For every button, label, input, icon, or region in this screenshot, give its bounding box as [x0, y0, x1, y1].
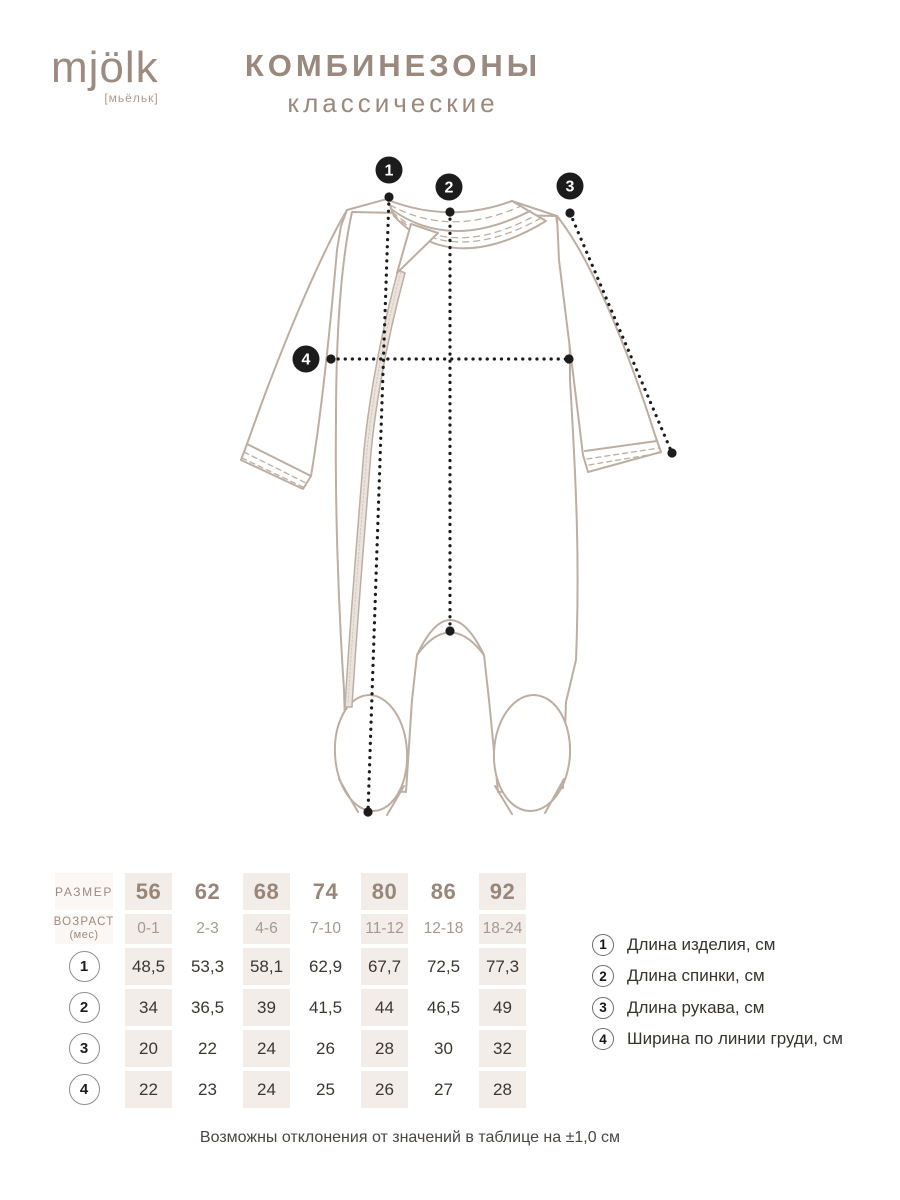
table-age-label-main: ВОЗРАСТ — [53, 915, 115, 928]
value-cell-m1-s86: 72,5 — [426, 956, 461, 976]
value-cell-m3-s68: 24 — [243, 1030, 290, 1067]
age-cell-62: 2-3 — [196, 920, 219, 937]
legend-label-4: Ширина по линии груди, см — [627, 1029, 843, 1049]
value-cell-m2-s92: 49 — [479, 989, 526, 1026]
value-cell-m3-s56: 20 — [125, 1030, 172, 1067]
legend-circled-number-4: 4 — [592, 1028, 614, 1050]
value-cell-m2-s68: 39 — [243, 989, 290, 1026]
brand-logo-word: mjölk — [51, 43, 159, 92]
table-size-label: РАЗМЕР — [55, 873, 113, 910]
size-header-80: 80 — [361, 873, 408, 910]
left-sleeve — [241, 210, 347, 489]
value-cell-m2-s86: 46,5 — [426, 997, 461, 1017]
value-cell-m4-s62: 23 — [198, 1079, 217, 1099]
legend-item-2 — [592, 961, 843, 993]
table-age-label — [55, 914, 113, 944]
table-row-marker-1 — [55, 948, 113, 985]
value-cell-m1-s56: 48,5 — [125, 948, 172, 985]
measure-marker-4-label: 4 — [301, 351, 311, 369]
value-cell-m4-s68: 24 — [243, 1071, 290, 1108]
circled-number-4: 4 — [69, 1074, 100, 1105]
value-cell-m3-s74: 26 — [316, 1038, 335, 1058]
value-cell-m2-s62: 36,5 — [190, 997, 225, 1017]
value-cell-m4-s80: 26 — [361, 1071, 408, 1108]
value-cell-m3-s80: 28 — [361, 1030, 408, 1067]
legend-label-1: Длина изделия, см — [627, 934, 776, 954]
value-cell-m1-s68: 58,1 — [243, 948, 290, 985]
age-cell-92: 18-24 — [479, 914, 526, 944]
value-cell-m4-s56: 22 — [125, 1071, 172, 1108]
size-header-74: 74 — [312, 878, 339, 904]
page-title: КОМБИНЕЗОНЫ — [244, 48, 542, 83]
legend-circled-number-2: 2 — [592, 965, 614, 987]
measure-marker-3-label: 3 — [565, 178, 575, 196]
legend-label-3: Длина рукава, см — [627, 997, 765, 1017]
legend-item-1 — [592, 929, 843, 961]
page-subtitle: классические — [287, 88, 499, 118]
size-header-62: 62 — [194, 878, 221, 904]
value-cell-m1-s74: 62,9 — [308, 956, 343, 976]
age-cell-80: 11-12 — [361, 914, 408, 944]
value-cell-m4-s92: 28 — [479, 1071, 526, 1108]
legend-item-3 — [592, 992, 843, 1024]
value-cell-m4-s74: 25 — [316, 1079, 335, 1099]
value-cell-m1-s62: 53,3 — [190, 956, 225, 976]
size-header-86: 86 — [430, 878, 457, 904]
age-cell-68: 4-6 — [243, 914, 290, 944]
table-age-label-sub: (мес) — [69, 929, 99, 942]
measure-marker-1-label: 1 — [384, 162, 394, 180]
value-cell-m2-s56: 34 — [125, 989, 172, 1026]
legend-circled-number-3: 3 — [592, 997, 614, 1019]
table-row-marker-4 — [55, 1071, 113, 1108]
brand-logo-transcription: [мьёльк] — [104, 91, 159, 105]
circled-number-1: 1 — [69, 951, 100, 982]
value-cell-m3-s62: 22 — [198, 1038, 217, 1058]
value-cell-m3-s92: 32 — [479, 1030, 526, 1067]
age-cell-86: 12-18 — [423, 920, 464, 937]
value-cell-m1-s92: 77,3 — [479, 948, 526, 985]
age-cell-74: 7-10 — [309, 920, 342, 937]
age-cell-56: 0-1 — [125, 914, 172, 944]
value-cell-m1-s80: 67,7 — [361, 948, 408, 985]
size-header-68: 68 — [243, 873, 290, 910]
value-cell-m2-s80: 44 — [361, 989, 408, 1026]
size-header-56: 56 — [125, 873, 172, 910]
table-row-marker-3 — [55, 1030, 113, 1067]
measure-marker-2-label: 2 — [444, 179, 454, 197]
legend — [592, 929, 843, 1055]
circled-number-2: 2 — [69, 992, 100, 1023]
value-cell-m2-s74: 41,5 — [308, 997, 343, 1017]
value-cell-m3-s86: 30 — [434, 1038, 453, 1058]
legend-item-4 — [592, 1024, 843, 1056]
footer-note: Возможны отклонения от значений в таблице на ±1,0 см — [199, 1129, 621, 1146]
table-row-marker-2 — [55, 989, 113, 1026]
legend-circled-number-1: 1 — [592, 934, 614, 956]
size-header-92: 92 — [479, 873, 526, 910]
circled-number-3: 3 — [69, 1033, 100, 1064]
value-cell-m4-s86: 27 — [434, 1079, 453, 1099]
legend-label-2: Длина спинки, см — [627, 966, 765, 986]
size-table — [55, 873, 526, 1108]
